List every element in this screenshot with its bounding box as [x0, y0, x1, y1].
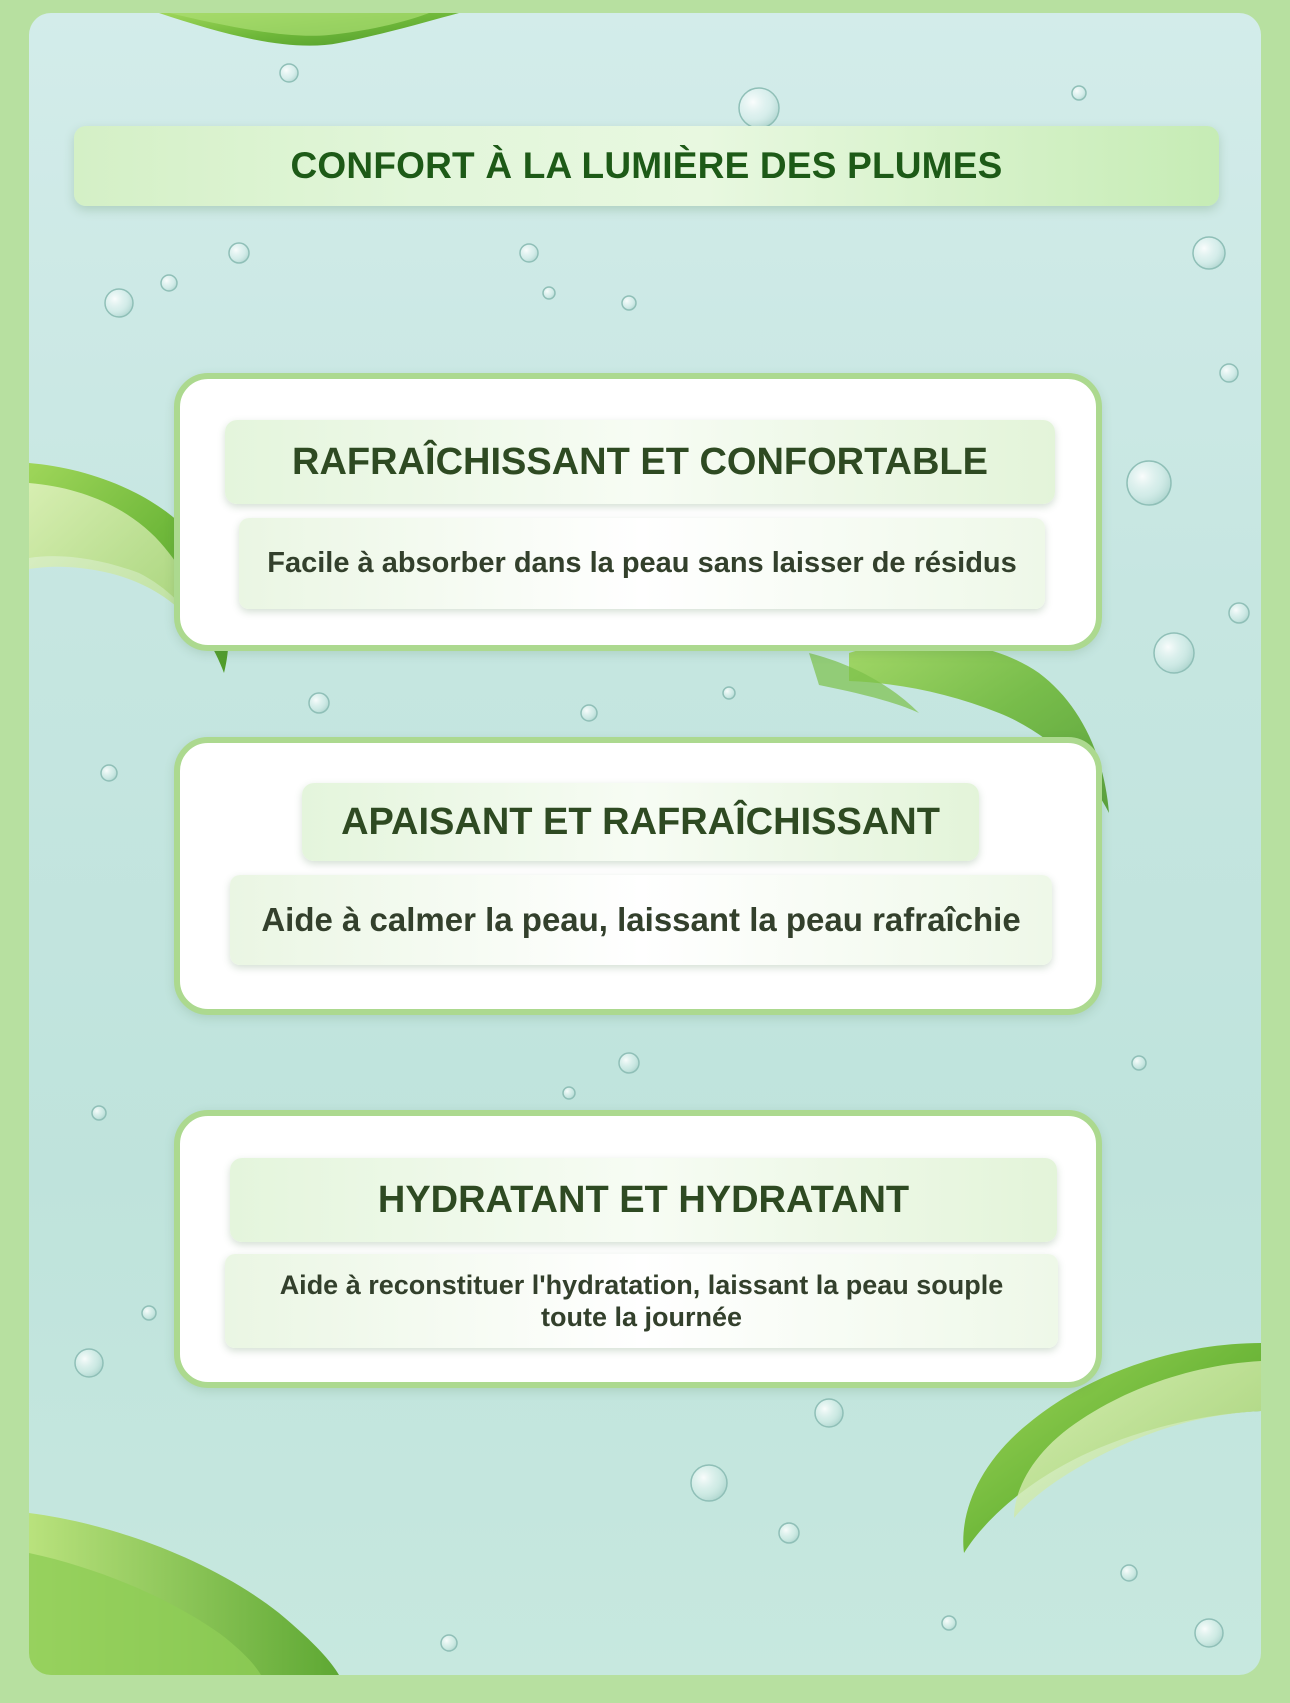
feature-heading-box [225, 420, 1055, 504]
feature-description-box [230, 875, 1052, 965]
feature-heading: HYDRATANT ET HYDRATANT [377, 1178, 910, 1221]
feature-heading: RAFRAÎCHISSANT ET CONFORTABLE [292, 440, 988, 483]
feature-heading: APAISANT ET RAFRAÎCHISSANT [341, 800, 940, 843]
feature-description: Aide à calmer la peau, laissant la peau rafraîchie [261, 901, 1021, 939]
feature-card-hydrating [174, 1110, 1102, 1388]
page-title: CONFORT À LA LUMIÈRE DES PLUMES [290, 145, 1003, 186]
feature-description-box [225, 1254, 1058, 1348]
feature-description-box [239, 518, 1045, 609]
feature-card-soothing [174, 737, 1102, 1015]
feature-description: Facile à absorber dans la peau sans laisser de résidus [267, 547, 1017, 580]
poster-frame [29, 13, 1261, 1675]
page-title-banner [74, 126, 1219, 206]
feature-description: Aide à reconstituer l'hydratation, laissant la peau souple toute la journée [279, 1269, 1004, 1332]
feature-heading-box [302, 783, 979, 861]
feature-card-refreshing [174, 373, 1102, 651]
feature-heading-box [230, 1158, 1057, 1242]
